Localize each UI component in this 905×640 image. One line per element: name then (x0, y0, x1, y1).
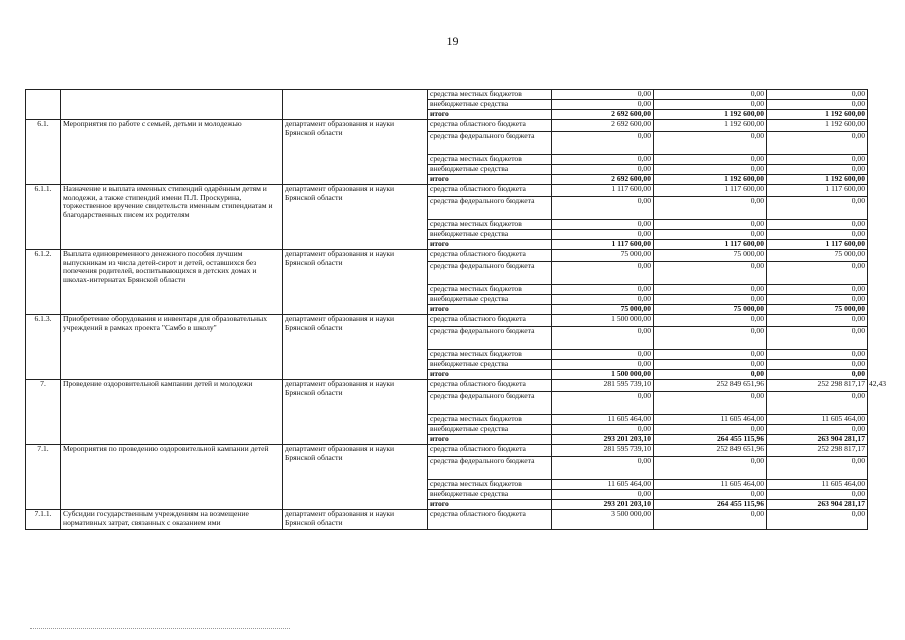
value-cell: 0,00 (654, 285, 767, 295)
note-cell (868, 240, 898, 250)
source-cell: средства областного бюджета (428, 315, 552, 327)
note-cell: 42,43 (869, 379, 887, 388)
value-cell: 0,00 (654, 230, 767, 240)
table-row (26, 120, 898, 132)
value-cell: 1 117 600,00 (767, 240, 868, 250)
item-executor: департамент образования и науки Брянской области (283, 250, 428, 315)
value-cell: 2 692 600,00 (552, 120, 654, 132)
source-cell: средства областного бюджета (428, 445, 552, 457)
table-row (26, 185, 898, 197)
value-cell: 1 117 600,00 (654, 240, 767, 250)
value-cell: 0,00 (552, 262, 654, 285)
note-cell (868, 165, 898, 175)
item-name: Мероприятия по проведению оздоровительной кампании детей (61, 445, 283, 510)
note-cell (868, 230, 898, 240)
value-cell: 1 192 600,00 (654, 175, 767, 185)
source-cell: средства федерального бюджета (428, 262, 552, 285)
value-cell: 1 117 600,00 (552, 185, 654, 197)
note-cell (868, 250, 898, 262)
value-cell: 0,00 (552, 132, 654, 155)
value-cell: 0,00 (654, 392, 767, 415)
value-cell: 0,00 (767, 90, 868, 100)
table-row (26, 380, 898, 392)
table-row (26, 510, 898, 530)
value-cell: 0,00 (552, 90, 654, 100)
value-cell: 0,00 (767, 370, 868, 380)
value-cell: 0,00 (654, 360, 767, 370)
note-cell (868, 295, 898, 305)
note-cell (868, 415, 898, 425)
note-cell (868, 220, 898, 230)
value-cell: 11 605 464,00 (552, 415, 654, 425)
item-executor: департамент образования и науки Брянской области (283, 315, 428, 380)
table-row (26, 90, 898, 100)
item-number: 7.1. (26, 445, 61, 510)
budget-table (25, 89, 898, 530)
value-cell: 0,00 (654, 155, 767, 165)
source-cell: средства федерального бюджета (428, 457, 552, 480)
value-cell: 0,00 (654, 220, 767, 230)
table-row (26, 250, 898, 262)
item-number: 6.1.1. (26, 185, 61, 250)
value-cell: 0,00 (552, 360, 654, 370)
value-cell: 0,00 (552, 295, 654, 305)
value-cell: 281 595 739,10 (552, 445, 654, 457)
item-name: Назначение и выплата именных стипендий одарённым детям и молодежи, а также стипендий имени П.Л. Проскурина, торжественное вручение свидетельств именным стипендиатам и благодарственных писем их родителям (61, 185, 283, 250)
note-cell (868, 370, 898, 380)
value-cell: 0,00 (654, 510, 767, 530)
note-cell (868, 315, 898, 327)
note-cell (868, 435, 898, 445)
item-executor: департамент образования и науки Брянской области (283, 120, 428, 185)
value-cell: 3 500 000,00 (552, 510, 654, 530)
page-number: 19 (446, 34, 459, 48)
value-cell: 0,00 (654, 425, 767, 435)
value-cell: 0,00 (654, 327, 767, 350)
item-number: 6.1. (26, 120, 61, 185)
value-cell: 0,00 (767, 197, 868, 220)
value-cell: 75 000,00 (654, 250, 767, 262)
value-cell: 1 192 600,00 (767, 110, 868, 120)
note-cell (868, 500, 898, 510)
value-cell: 0,00 (767, 295, 868, 305)
value-cell: 1 500 000,00 (552, 315, 654, 327)
note-cell (868, 132, 898, 155)
source-cell: средства областного бюджета (428, 120, 552, 132)
note-cell (868, 110, 898, 120)
note-cell (868, 285, 898, 295)
item-name: Приобретение оборудования и инвентаря для образовательных учреждений в рамках проекта "Самбо в школу" (61, 315, 283, 380)
note-cell (868, 90, 898, 100)
source-cell: итого (428, 305, 552, 315)
value-cell: 11 605 464,00 (654, 480, 767, 490)
source-cell: итого (428, 110, 552, 120)
value-cell: 1 117 600,00 (654, 185, 767, 197)
source-cell: итого (428, 370, 552, 380)
value-cell: 0,00 (654, 132, 767, 155)
item-executor: департамент образования и науки Брянской области (283, 380, 428, 445)
source-cell: средства областного бюджета (428, 380, 552, 392)
item-number: 6.1.3. (26, 315, 61, 380)
value-cell: 264 455 115,96 (654, 435, 767, 445)
source-cell: внебюджетные средства (428, 490, 552, 500)
value-cell: 252 298 817,17 (767, 445, 868, 457)
value-cell: 0,00 (767, 360, 868, 370)
value-cell: 0,00 (654, 197, 767, 220)
value-cell: 0,00 (767, 262, 868, 285)
note-cell (868, 197, 898, 220)
value-cell: 75 000,00 (654, 305, 767, 315)
value-cell: 0,00 (767, 327, 868, 350)
value-cell: 1 117 600,00 (552, 240, 654, 250)
value-cell: 1 192 600,00 (654, 110, 767, 120)
value-cell: 0,00 (654, 315, 767, 327)
source-cell: внебюджетные средства (428, 295, 552, 305)
source-cell: средства местных бюджетов (428, 350, 552, 360)
source-cell: итого (428, 175, 552, 185)
item-name: Мероприятия по работе с семьей, детьми и молодежью (61, 120, 283, 185)
value-cell: 75 000,00 (552, 305, 654, 315)
value-cell: 252 849 651,96 (654, 445, 767, 457)
note-cell (868, 490, 898, 500)
value-cell: 0,00 (767, 425, 868, 435)
value-cell: 0,00 (552, 327, 654, 350)
value-cell: 11 605 464,00 (767, 480, 868, 490)
value-cell: 11 605 464,00 (654, 415, 767, 425)
note-cell (868, 480, 898, 490)
value-cell: 0,00 (767, 165, 868, 175)
note-cell (868, 392, 898, 415)
value-cell: 0,00 (654, 457, 767, 480)
table-row (26, 445, 898, 457)
source-cell: средства местных бюджетов (428, 155, 552, 165)
value-cell: 0,00 (552, 285, 654, 295)
value-cell: 0,00 (552, 220, 654, 230)
note-cell (868, 155, 898, 165)
item-name: Проведение оздоровительной кампании детей и молодежи (61, 380, 283, 445)
source-cell: средства местных бюджетов (428, 90, 552, 100)
note-cell (868, 185, 898, 197)
value-cell: 252 849 651,96 (654, 380, 767, 392)
value-cell: 252 298 817,17 (767, 380, 868, 392)
value-cell: 11 605 464,00 (552, 480, 654, 490)
note-cell (868, 262, 898, 285)
note-cell (868, 327, 898, 350)
note-cell (868, 360, 898, 370)
empty-cell (61, 90, 283, 120)
value-cell: 0,00 (552, 165, 654, 175)
note-cell (868, 350, 898, 360)
source-cell: средства местных бюджетов (428, 480, 552, 490)
source-cell: средства федерального бюджета (428, 197, 552, 220)
value-cell: 0,00 (654, 100, 767, 110)
table-row (26, 315, 898, 327)
value-cell: 0,00 (767, 285, 868, 295)
item-name: Выплата единовременного денежного пособия лучшим выпускникам из числа детей-сирот и детей, оставшихся без попечения родителей, воспитывающихся в детских домах и школах-интернатах Брянской области (61, 250, 283, 315)
note-cell (868, 445, 898, 457)
value-cell: 0,00 (654, 295, 767, 305)
value-cell: 11 605 464,00 (767, 415, 868, 425)
source-cell: средства федерального бюджета (428, 132, 552, 155)
source-cell: средства федерального бюджета (428, 392, 552, 415)
value-cell: 1 192 600,00 (654, 120, 767, 132)
source-cell: средства местных бюджетов (428, 220, 552, 230)
source-cell: внебюджетные средства (428, 230, 552, 240)
value-cell: 0,00 (767, 132, 868, 155)
value-cell: 0,00 (767, 457, 868, 480)
value-cell: 0,00 (552, 392, 654, 415)
value-cell: 0,00 (552, 457, 654, 480)
value-cell: 293 201 203,10 (552, 500, 654, 510)
value-cell: 293 201 203,10 (552, 435, 654, 445)
bottom-dotted-line (30, 628, 290, 629)
note-cell (868, 425, 898, 435)
source-cell: внебюджетные средства (428, 165, 552, 175)
note-cell (868, 100, 898, 110)
item-number: 6.1.2. (26, 250, 61, 315)
note-cell (868, 510, 898, 530)
empty-cell (26, 90, 61, 120)
value-cell: 2 692 600,00 (552, 110, 654, 120)
value-cell: 0,00 (767, 100, 868, 110)
value-cell: 0,00 (767, 490, 868, 500)
value-cell: 75 000,00 (767, 250, 868, 262)
note-cell (868, 120, 898, 132)
source-cell: средства местных бюджетов (428, 415, 552, 425)
item-executor: департамент образования и науки Брянской области (283, 510, 428, 530)
source-cell: итого (428, 435, 552, 445)
note-cell (868, 457, 898, 480)
note-cell (868, 175, 898, 185)
value-cell: 0,00 (767, 392, 868, 415)
source-cell: внебюджетные средства (428, 425, 552, 435)
source-cell: средства федерального бюджета (428, 327, 552, 350)
empty-cell (283, 90, 428, 120)
value-cell: 263 904 281,17 (767, 435, 868, 445)
item-executor: департамент образования и науки Брянской области (283, 185, 428, 250)
value-cell: 0,00 (654, 165, 767, 175)
item-executor: департамент образования и науки Брянской области (283, 445, 428, 510)
value-cell: 75 000,00 (552, 250, 654, 262)
value-cell: 1 192 600,00 (767, 120, 868, 132)
value-cell: 0,00 (552, 490, 654, 500)
value-cell: 0,00 (552, 350, 654, 360)
value-cell: 75 000,00 (767, 305, 868, 315)
value-cell: 281 595 739,10 (552, 380, 654, 392)
value-cell: 0,00 (654, 350, 767, 360)
value-cell: 1 500 000,00 (552, 370, 654, 380)
value-cell: 0,00 (552, 197, 654, 220)
value-cell: 264 455 115,96 (654, 500, 767, 510)
value-cell: 1 117 600,00 (767, 185, 868, 197)
item-name: Субсидии государственным учреждениям на возмещение нормативных затрат, связанных с оказанием ими (61, 510, 283, 530)
source-cell: итого (428, 500, 552, 510)
value-cell: 0,00 (654, 490, 767, 500)
value-cell: 0,00 (767, 510, 868, 530)
value-cell: 0,00 (552, 155, 654, 165)
source-cell: средства областного бюджета (428, 185, 552, 197)
source-cell: средства местных бюджетов (428, 285, 552, 295)
item-number: 7.1.1. (26, 510, 61, 530)
value-cell: 0,00 (654, 262, 767, 285)
value-cell: 0,00 (767, 350, 868, 360)
value-cell: 0,00 (767, 220, 868, 230)
item-number: 7. (26, 380, 61, 445)
source-cell: итого (428, 240, 552, 250)
value-cell: 0,00 (552, 100, 654, 110)
value-cell: 0,00 (654, 90, 767, 100)
value-cell: 2 692 600,00 (552, 175, 654, 185)
source-cell: средства областного бюджета (428, 510, 552, 530)
note-cell (868, 305, 898, 315)
value-cell: 0,00 (552, 230, 654, 240)
value-cell: 1 192 600,00 (767, 175, 868, 185)
source-cell: внебюджетные средства (428, 360, 552, 370)
value-cell: 0,00 (654, 370, 767, 380)
source-cell: средства областного бюджета (428, 250, 552, 262)
value-cell: 0,00 (767, 155, 868, 165)
source-cell: внебюджетные средства (428, 100, 552, 110)
value-cell: 0,00 (767, 230, 868, 240)
value-cell: 0,00 (552, 425, 654, 435)
value-cell: 0,00 (767, 315, 868, 327)
value-cell: 263 904 281,17 (767, 500, 868, 510)
